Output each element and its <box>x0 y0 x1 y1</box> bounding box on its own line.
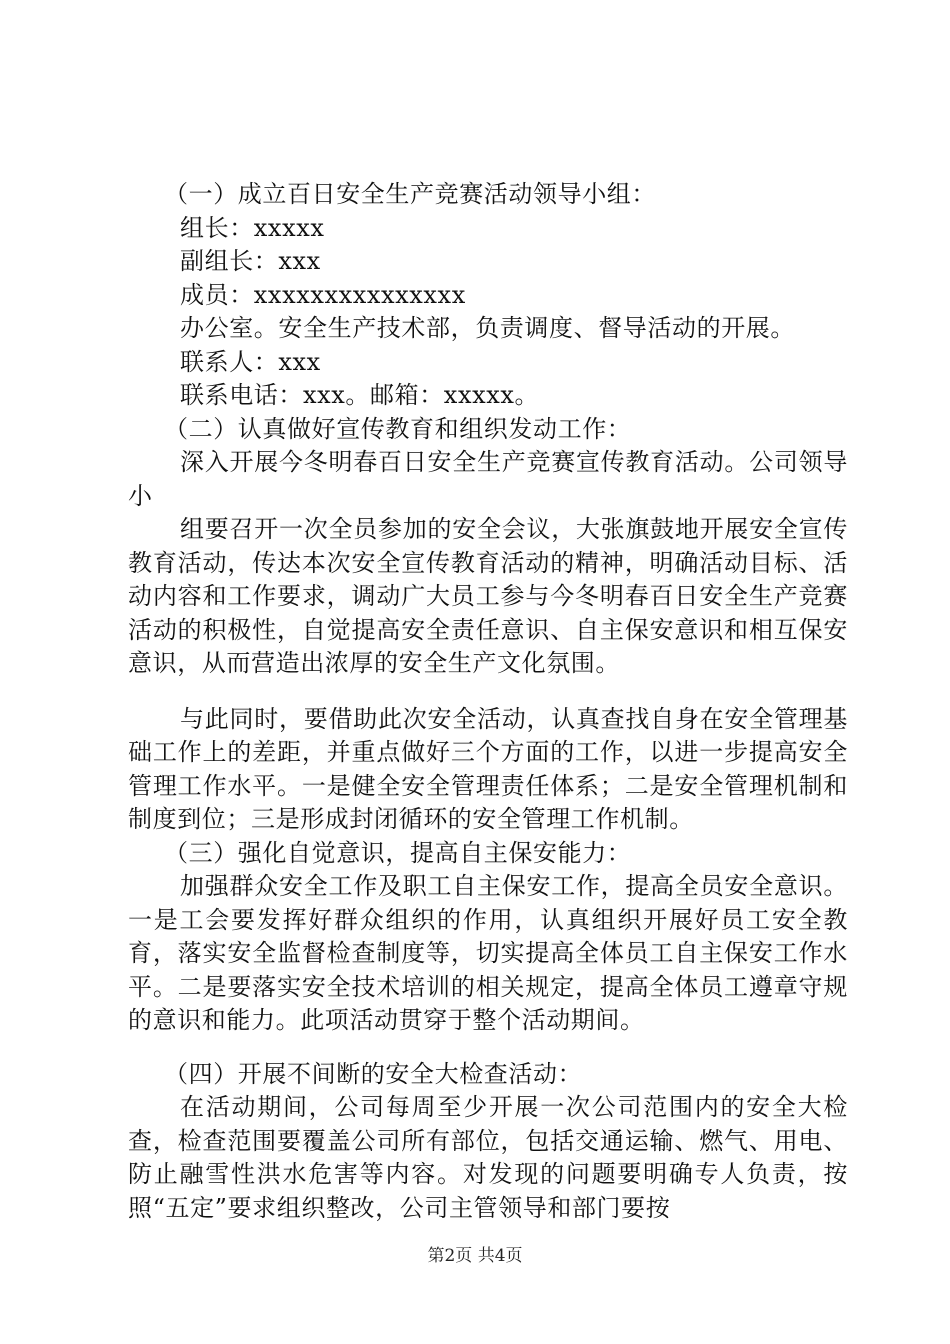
section1-members: 成员：xxxxxxxxxxxxxxx <box>180 280 466 309</box>
section1-phone-email: 联系电话：xxx。邮箱：xxxxx。 <box>180 381 540 409</box>
page-number-footer: 第2页 共4页 <box>427 1246 523 1266</box>
section1-heading: （一）成立百日安全生产竞赛活动领导小组： <box>164 180 656 208</box>
section2-paragraph-3: 与此同时，要借助此次安全活动，认真查找自身在安全管理基础工作上的差距，并重点做好三个方面的工作，以进一步提高安全管理工作水平。一是健全安全管理责任体系；二是安全管理机制和制度到位；三是形成封闭循环的安全管理工作机制。 <box>128 704 848 833</box>
section3-paragraph-1: 加强群众安全工作及职工自主保安工作，提高全员安全意识。一是工会要发挥好群众组织的作用，认真组织开展好员工安全教育，落实安全监督检查制度等，切实提高全体员工自主保安工作水平。二是要落实安全技术培训的相关规定，提高全体员工遵章守规的意识和能力。此项活动贯穿于整个活动期间。 <box>128 872 848 1034</box>
section2-paragraph-1: 深入开展今冬明春百日安全生产竞赛宣传教育活动。公司领导小 <box>128 448 848 510</box>
section4-heading: （四）开展不间断的安全大检查活动： <box>164 1059 583 1088</box>
paragraph-gap <box>128 1038 848 1058</box>
section1-leader: 组长：xxxxx <box>180 213 325 242</box>
section3-heading: （三）强化自觉意识，提高自主保安能力： <box>164 838 632 867</box>
section1-contact: 联系人：xxx <box>180 347 321 376</box>
section4-paragraph-1: 在活动期间，公司每周至少开展一次公司范围内的安全大检查，检查范围要覆盖公司所有部位，包括交通运输、燃气、用电、防止融雪性洪水危害等内容。对发现的问题要明确专人负责，按照“五定”要求组织整改，公司主管领导和部门要按 <box>128 1093 848 1222</box>
section2-heading: （二）认真做好宣传教育和组织发动工作： <box>164 414 632 443</box>
section1-office: 办公室。安全生产技术部，负责调度、督导活动的开展。 <box>180 314 795 342</box>
section1-deputy: 副组长：xxx <box>180 247 321 275</box>
paragraph-gap <box>128 681 848 703</box>
section2-paragraph-2: 组要召开一次全员参加的安全会议，大张旗鼓地开展安全宣传教育活动，传达本次安全宣传教育活动的精神，明确活动目标、活动内容和工作要求，调动广大员工参与今冬明春百日安全生产竞赛活动的积极性，自觉提高安全责任意识、自主保安意识和相互保安意识，从而营造出浓厚的安全生产文化氛围。 <box>128 515 848 677</box>
document-body <box>128 178 848 1225</box>
